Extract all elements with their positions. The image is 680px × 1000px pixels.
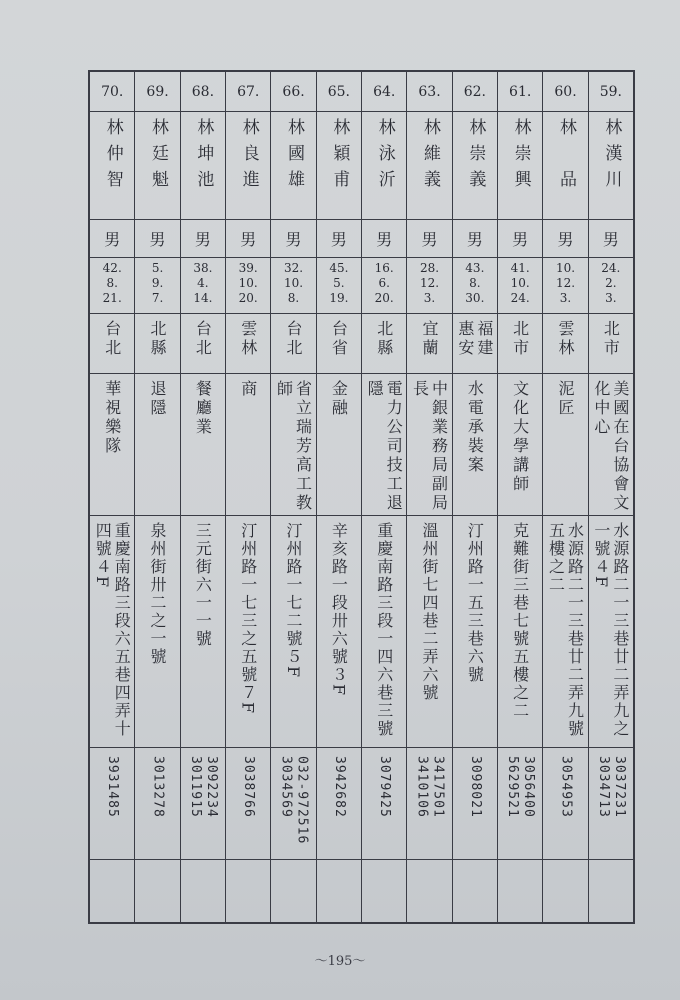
roster-column — [180, 72, 225, 922]
entry-address: 水源路二一三巷廿二弄九之 一號４F — [589, 516, 633, 748]
entry-origin: 台北 — [90, 314, 134, 374]
entry-phone: 3942682 — [317, 748, 361, 860]
entry-occupation: 泥匠 — [543, 374, 587, 516]
entry-blank — [453, 860, 497, 922]
entry-address: 克難街三巷七號五樓之二 — [498, 516, 542, 748]
entry-number: 67. — [226, 72, 270, 112]
entry-phone: 3079425 — [362, 748, 406, 860]
roster-column — [134, 72, 179, 922]
entry-address: 辛亥路一段卅六號３F — [317, 516, 361, 748]
entry-sex: 男 — [135, 220, 179, 258]
entry-sex: 男 — [589, 220, 633, 258]
entry-occupation: 金融 — [317, 374, 361, 516]
entry-phone: 3038766 — [226, 748, 270, 860]
entry-birthdate: 28. 12. 3. — [407, 258, 451, 314]
entry-sex: 男 — [226, 220, 270, 258]
entry-sex: 男 — [362, 220, 406, 258]
entry-address: 汀州路一五三巷六號 — [453, 516, 497, 748]
entry-phone: 032-972516 3034569 — [271, 748, 315, 860]
entry-occupation: 中銀業務局副局 長 — [407, 374, 451, 516]
entry-birthdate: 41. 10. 24. — [498, 258, 542, 314]
entry-number: 62. — [453, 72, 497, 112]
page-number: ～195～ — [314, 954, 366, 969]
entry-name: 林坤池 — [181, 112, 225, 220]
entry-origin: 台北 — [181, 314, 225, 374]
entry-number: 70. — [90, 72, 134, 112]
entry-birthdate: 24. 2. 3. — [589, 258, 633, 314]
roster-column — [361, 72, 406, 922]
entry-origin: 台省 — [317, 314, 361, 374]
entry-blank — [226, 860, 270, 922]
entry-phone: 3013278 — [135, 748, 179, 860]
entry-birthdate: 10. 12. 3. — [543, 258, 587, 314]
entry-address: 溫州街七四巷二弄六號 — [407, 516, 451, 748]
entry-origin: 雲林 — [543, 314, 587, 374]
entry-origin: 福建 惠安 — [453, 314, 497, 374]
entry-occupation: 水電承裝案 — [453, 374, 497, 516]
roster-column — [316, 72, 361, 922]
entry-blank — [407, 860, 451, 922]
entry-phone: 3417501 3410106 — [407, 748, 451, 860]
entry-phone: 3931485 — [90, 748, 134, 860]
entry-birthdate: 42. 8. 21. — [90, 258, 134, 314]
entry-blank — [135, 860, 179, 922]
roster-column — [270, 72, 315, 922]
entry-sex: 男 — [498, 220, 542, 258]
entry-name: 林崇義 — [453, 112, 497, 220]
entry-sex: 男 — [543, 220, 587, 258]
entry-number: 65. — [317, 72, 361, 112]
entry-origin: 北縣 — [135, 314, 179, 374]
roster-column — [90, 72, 134, 922]
entry-name: 林良進 — [226, 112, 270, 220]
entry-blank — [589, 860, 633, 922]
entry-occupation: 退隱 — [135, 374, 179, 516]
entry-number: 59. — [589, 72, 633, 112]
entry-number: 64. — [362, 72, 406, 112]
roster-column — [406, 72, 451, 922]
entry-number: 63. — [407, 72, 451, 112]
entry-name: 林穎甫 — [317, 112, 361, 220]
entry-phone: 3098021 — [453, 748, 497, 860]
entry-name: 林維義 — [407, 112, 451, 220]
entry-address: 泉州街卅二之一號 — [135, 516, 179, 748]
entry-origin: 宜蘭 — [407, 314, 451, 374]
entry-address: 汀州路一七二號５F — [271, 516, 315, 748]
entry-name: 林崇興 — [498, 112, 542, 220]
entry-phone: 3092234 3011915 — [181, 748, 225, 860]
entry-blank — [181, 860, 225, 922]
entry-address: 水源路二一三巷廿二弄九號 五樓之二 — [543, 516, 587, 748]
roster-column — [542, 72, 587, 922]
entry-sex: 男 — [453, 220, 497, 258]
entry-origin: 台北 — [271, 314, 315, 374]
entry-origin: 北市 — [498, 314, 542, 374]
entry-birthdate: 32. 10. 8. — [271, 258, 315, 314]
entry-birthdate: 39. 10. 20. — [226, 258, 270, 314]
entry-sex: 男 — [271, 220, 315, 258]
entry-sex: 男 — [181, 220, 225, 258]
entry-name: 林 品 — [543, 112, 587, 220]
entry-number: 69. — [135, 72, 179, 112]
roster-column — [497, 72, 542, 922]
entry-address: 重慶南路三段六五巷四弄十 四號４F — [90, 516, 134, 748]
roster-column — [452, 72, 497, 922]
entry-birthdate: 16. 6. 20. — [362, 258, 406, 314]
entry-name: 林泳沂 — [362, 112, 406, 220]
entry-occupation: 美國在台協會文 化中心 — [589, 374, 633, 516]
entry-occupation: 省立瑞芳高工教 師 — [271, 374, 315, 516]
roster-column — [225, 72, 270, 922]
roster-column — [588, 72, 633, 922]
entry-blank — [498, 860, 542, 922]
entry-blank — [271, 860, 315, 922]
entry-origin: 雲林 — [226, 314, 270, 374]
entry-occupation: 文化大學講師 — [498, 374, 542, 516]
entry-sex: 男 — [90, 220, 134, 258]
roster-table — [88, 70, 635, 924]
entry-birthdate: 5. 9. 7. — [135, 258, 179, 314]
entry-name: 林國雄 — [271, 112, 315, 220]
entry-blank — [362, 860, 406, 922]
entry-birthdate: 45. 5. 19. — [317, 258, 361, 314]
entry-number: 60. — [543, 72, 587, 112]
entry-sex: 男 — [407, 220, 451, 258]
entry-phone: 3054953 — [543, 748, 587, 860]
entry-phone: 3056400 5629521 — [498, 748, 542, 860]
entry-blank — [90, 860, 134, 922]
entry-birthdate: 38. 4. 14. — [181, 258, 225, 314]
entry-occupation: 商 — [226, 374, 270, 516]
entry-phone: 3037231 3034713 — [589, 748, 633, 860]
entry-name: 林廷魁 — [135, 112, 179, 220]
entry-blank — [543, 860, 587, 922]
entry-occupation: 華視樂隊 — [90, 374, 134, 516]
entry-sex: 男 — [317, 220, 361, 258]
entry-name: 林漢川 — [589, 112, 633, 220]
entry-address: 三元街六一一號 — [181, 516, 225, 748]
entry-number: 68. — [181, 72, 225, 112]
entry-number: 61. — [498, 72, 542, 112]
entry-name: 林仲智 — [90, 112, 134, 220]
entry-number: 66. — [271, 72, 315, 112]
entry-blank — [317, 860, 361, 922]
entry-occupation: 餐廳業 — [181, 374, 225, 516]
entry-origin: 北市 — [589, 314, 633, 374]
entry-origin: 北縣 — [362, 314, 406, 374]
entry-occupation: 電力公司技工退 隱 — [362, 374, 406, 516]
entry-address: 重慶南路三段一四六巷三號 — [362, 516, 406, 748]
entry-address: 汀州路一七三之五號７F — [226, 516, 270, 748]
entry-birthdate: 43. 8. 30. — [453, 258, 497, 314]
